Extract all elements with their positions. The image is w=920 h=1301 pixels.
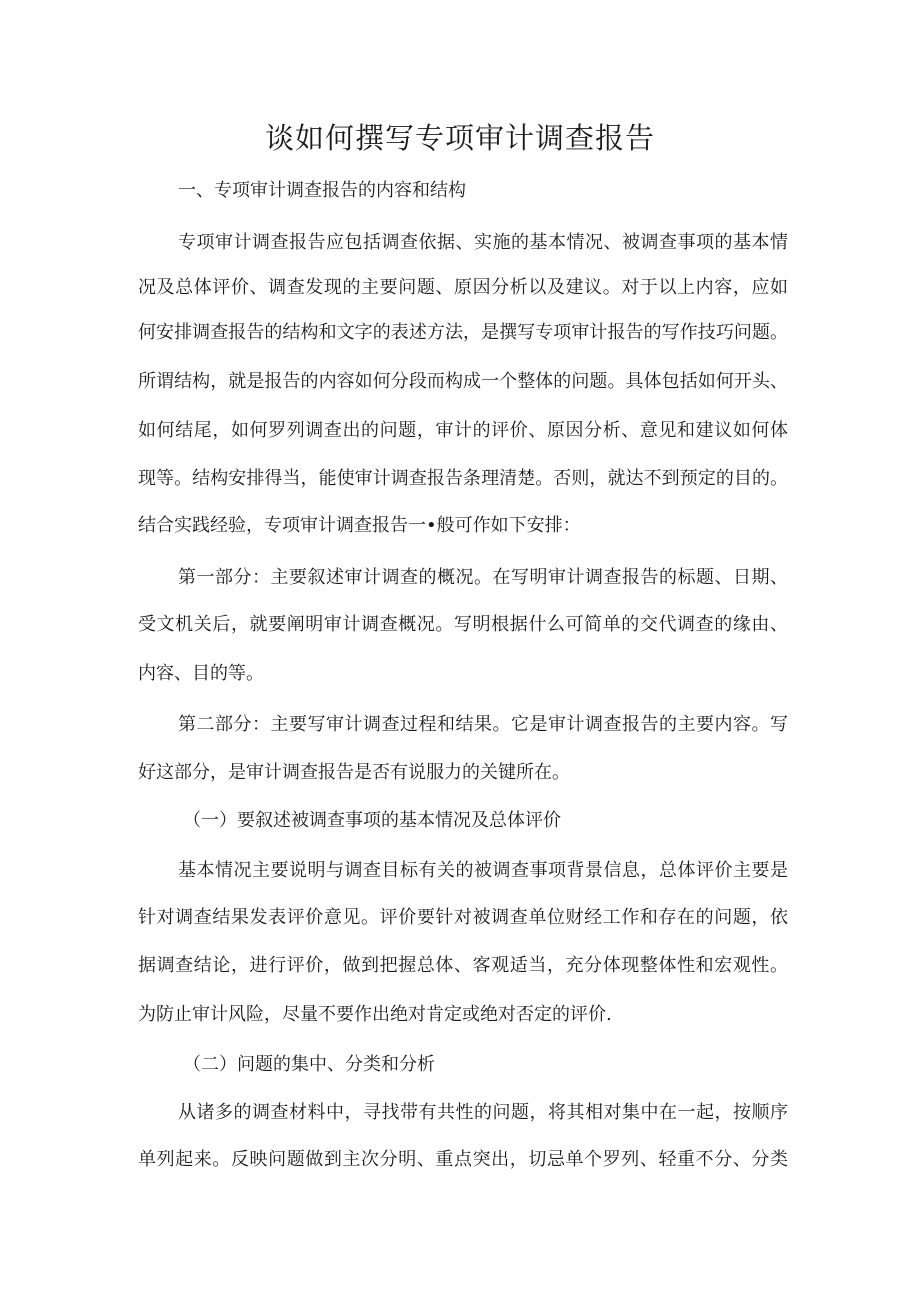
subsection-heading: （二）问题的集中、分类和分析 (183, 1054, 435, 1075)
paragraph-line: 为防止审计风险，尽量不要作出绝对肯定或绝对否定的评价. (138, 1004, 612, 1025)
paragraph-line: 专项审计调查报告应包括调查依据、实施的基本情况、被调查事项的基本情 (178, 232, 788, 253)
section-heading: 一、专项审计调查报告的内容和结构 (178, 180, 466, 201)
paragraph-line: 基本情况主要说明与调查目标有关的被调查事项背景信息，总体评价主要是 (178, 860, 788, 881)
paragraph-line: 现等。结构安排得当，能使审计调查报告条理清楚。否则，就达不到预定的目的。 (138, 468, 788, 489)
paragraph-line: 所谓结构，就是报告的内容如何分段而构成一个整体的问题。具体包括如何开头、 (138, 371, 788, 392)
paragraph-line: 好这部分，是审计调查报告是否有说服力的关键所在。 (138, 762, 570, 783)
paragraph-line: 内容、目的等。 (138, 663, 264, 684)
paragraph-line: 据调查结论，进行评价，做到把握总体、客观适当，充分体现整体性和宏观性。 (138, 955, 788, 976)
paragraph-line: 单列起来。反映问题做到主次分明、重点突出，切忌单个罗列、轻重不分、分类 (138, 1149, 788, 1170)
paragraph-line: 受文机关后，就要阐明审计调查概况。写明根据什么可简单的交代调查的缘由、 (138, 614, 788, 635)
paragraph-line: 何安排调查报告的结构和文字的表述方法，是撰写专项审计报告的写作技巧问题。 (138, 322, 788, 343)
document-title: 谈如何撰写专项审计调查报告 (264, 121, 655, 155)
paragraph-line: 如何结尾，如何罗列调查出的问题，审计的评价、原因分析、意见和建议如何体 (138, 420, 788, 441)
paragraph-line: 第二部分：主要写审计调查过程和结果。它是审计调查报告的主要内容。写 (178, 714, 788, 735)
paragraph-line: 结合实践经验，专项审计调查报告一•般可作如下安排： (138, 515, 581, 536)
paragraph-line: 针对调查结果发表评价意见。评价要针对被调查单位财经工作和存在的问题，依 (138, 907, 788, 928)
paragraph-line: 从诸多的调查材料中，寻找带有共性的问题，将其相对集中在一起，按顺序 (178, 1102, 788, 1123)
paragraph-line: 况及总体评价、调查发现的主要问题、原因分析以及建议。对于以上内容，应如 (138, 277, 788, 298)
subsection-heading: （一）要叙述被调查事项的基本情况及总体评价 (183, 810, 561, 831)
paragraph-line: 第一部分：主要叙述审计调查的概况。在写明审计调查报告的标题、日期、 (178, 567, 788, 588)
